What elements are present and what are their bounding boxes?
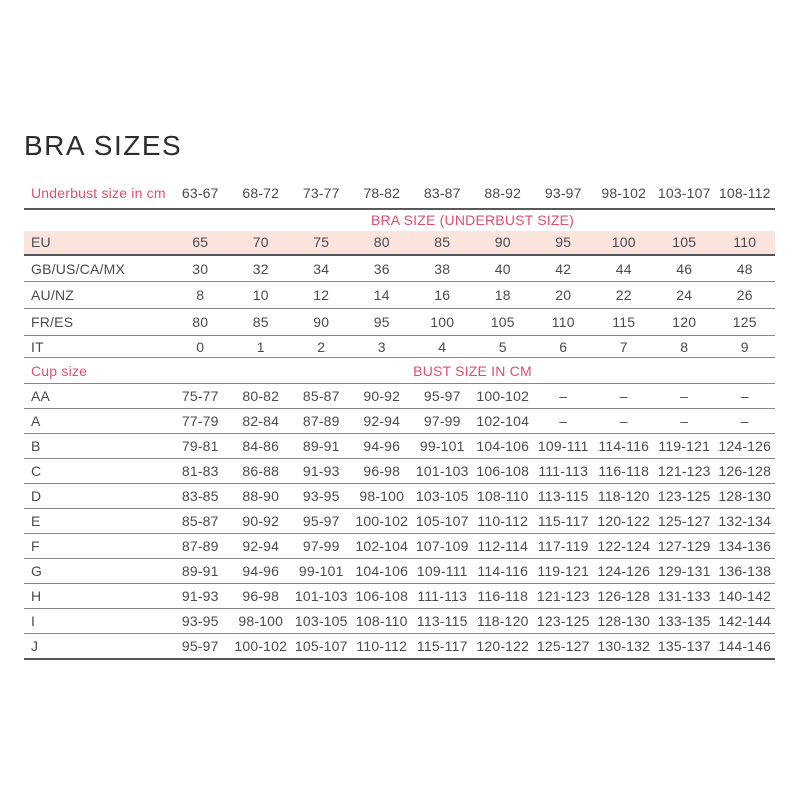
band-size-cell: 8 xyxy=(170,282,231,309)
cup-size-cell: 93-95 xyxy=(170,609,231,634)
cup-size-cell: 142-144 xyxy=(715,609,776,634)
cup-size-cell: 129-131 xyxy=(654,559,715,584)
cup-size-cell: – xyxy=(533,384,594,409)
band-size-cell: 85 xyxy=(412,231,473,255)
cup-size-cell: 124-126 xyxy=(715,434,776,459)
cup-size-cell: – xyxy=(715,384,776,409)
cup-size-cell: 94-96 xyxy=(231,559,292,584)
cup-size-row xyxy=(24,434,775,459)
band-section-title: BRA SIZE (UNDERBUST SIZE) xyxy=(370,212,575,229)
band-size-cell: 22 xyxy=(594,282,655,309)
cup-size-cell: 111-113 xyxy=(533,459,594,484)
band-size-cell: 125 xyxy=(715,309,776,336)
cup-size-cell: 106-108 xyxy=(352,584,413,609)
band-size-cell: 16 xyxy=(412,282,473,309)
cup-size-cell: 113-115 xyxy=(533,484,594,509)
cup-size-cell: 110-112 xyxy=(473,509,534,534)
band-size-row xyxy=(24,309,775,336)
cup-size-cell: 103-105 xyxy=(412,484,473,509)
cup-size-cell: 102-104 xyxy=(352,534,413,559)
cup-size-cell: 110-112 xyxy=(352,634,413,659)
band-row-label: EU xyxy=(24,231,170,255)
cup-size-cell: 100-102 xyxy=(473,384,534,409)
underbust-range-cell: 83-87 xyxy=(412,179,473,209)
cup-size-cell: 79-81 xyxy=(170,434,231,459)
cup-size-header-label: Cup size xyxy=(24,358,170,384)
cup-size-cell: – xyxy=(594,384,655,409)
cup-size-cell: 89-91 xyxy=(170,559,231,584)
underbust-range-cell: 78-82 xyxy=(352,179,413,209)
cup-size-cell: 115-117 xyxy=(533,509,594,534)
cup-size-cell: 109-111 xyxy=(412,559,473,584)
band-size-row xyxy=(24,282,775,309)
bra-size-table xyxy=(24,179,775,660)
cup-size-cell: 114-116 xyxy=(594,434,655,459)
cup-size-row xyxy=(24,609,775,634)
cup-size-row xyxy=(24,459,775,484)
cup-size-cell: 87-89 xyxy=(291,409,352,434)
band-size-cell: 105 xyxy=(473,309,534,336)
cup-size-cell: 121-123 xyxy=(533,584,594,609)
band-size-cell: 4 xyxy=(412,336,473,358)
cup-size-cell: 140-142 xyxy=(715,584,776,609)
cup-size-cell: 115-117 xyxy=(412,634,473,659)
cup-size-cell: 104-106 xyxy=(473,434,534,459)
cup-size-cell: 133-135 xyxy=(654,609,715,634)
cup-size-cell: 126-128 xyxy=(594,584,655,609)
cup-size-cell: 121-123 xyxy=(654,459,715,484)
cup-size-cell: – xyxy=(594,409,655,434)
band-size-cell: 40 xyxy=(473,255,534,282)
band-size-cell: 8 xyxy=(654,336,715,358)
cup-size-cell: 107-109 xyxy=(412,534,473,559)
band-size-cell: 20 xyxy=(533,282,594,309)
band-size-cell: 85 xyxy=(231,309,292,336)
cup-size-cell: 122-124 xyxy=(594,534,655,559)
cup-row-label: I xyxy=(24,609,170,634)
cup-size-cell: 100-102 xyxy=(231,634,292,659)
cup-size-cell: 123-125 xyxy=(654,484,715,509)
cup-size-cell: 83-85 xyxy=(170,484,231,509)
cup-row-label: B xyxy=(24,434,170,459)
cup-size-cell: 91-93 xyxy=(170,584,231,609)
cup-size-cell: 118-120 xyxy=(594,484,655,509)
cup-row-label: D xyxy=(24,484,170,509)
band-size-cell: 120 xyxy=(654,309,715,336)
cup-size-cell: 108-110 xyxy=(473,484,534,509)
cup-size-cell: 116-118 xyxy=(473,584,534,609)
band-size-cell: 5 xyxy=(473,336,534,358)
band-size-cell: 46 xyxy=(654,255,715,282)
cup-size-cell: 124-126 xyxy=(594,559,655,584)
underbust-header-label: Underbust size in cm xyxy=(24,179,170,209)
cup-size-cell: 75-77 xyxy=(170,384,231,409)
cup-row-label: J xyxy=(24,634,170,659)
band-size-cell: 38 xyxy=(412,255,473,282)
band-size-cell: 48 xyxy=(715,255,776,282)
cup-size-cell: 131-133 xyxy=(654,584,715,609)
cup-size-cell: 114-116 xyxy=(473,559,534,584)
band-size-row xyxy=(24,231,775,255)
cup-size-cell: 90-92 xyxy=(352,384,413,409)
cup-size-cell: 118-120 xyxy=(473,609,534,634)
band-size-cell: 10 xyxy=(231,282,292,309)
cup-row-label: A xyxy=(24,409,170,434)
band-size-cell: 0 xyxy=(170,336,231,358)
band-size-row xyxy=(24,336,775,358)
cup-size-row xyxy=(24,509,775,534)
band-size-cell: 34 xyxy=(291,255,352,282)
band-size-cell: 100 xyxy=(594,231,655,255)
cup-size-cell: 99-101 xyxy=(291,559,352,584)
band-size-cell: 1 xyxy=(231,336,292,358)
cup-size-cell: 81-83 xyxy=(170,459,231,484)
cup-size-cell: 93-95 xyxy=(291,484,352,509)
bust-section-title: BUST SIZE IN CM xyxy=(170,358,775,384)
cup-size-cell: 117-119 xyxy=(533,534,594,559)
cup-size-cell: 113-115 xyxy=(412,609,473,634)
cup-size-cell: 132-134 xyxy=(715,509,776,534)
band-size-cell: 36 xyxy=(352,255,413,282)
cup-size-cell: 134-136 xyxy=(715,534,776,559)
page-title: BRA SIZES xyxy=(24,130,183,161)
cup-size-cell: – xyxy=(654,384,715,409)
band-row-label: FR/ES xyxy=(24,309,170,336)
cup-size-cell: 106-108 xyxy=(473,459,534,484)
cup-size-cell: 101-103 xyxy=(412,459,473,484)
band-size-cell: 70 xyxy=(231,231,292,255)
band-size-cell: 26 xyxy=(715,282,776,309)
cup-header-row xyxy=(24,358,775,384)
cup-size-cell: 104-106 xyxy=(352,559,413,584)
cup-size-row xyxy=(24,484,775,509)
cup-size-cell: 85-87 xyxy=(170,509,231,534)
cup-size-cell: 109-111 xyxy=(533,434,594,459)
band-size-cell: 18 xyxy=(473,282,534,309)
cup-row-label: G xyxy=(24,559,170,584)
cup-size-cell: 85-87 xyxy=(291,384,352,409)
cup-size-cell: 123-125 xyxy=(533,609,594,634)
cup-size-cell: 128-130 xyxy=(594,609,655,634)
band-size-cell: 110 xyxy=(533,309,594,336)
cup-size-cell: – xyxy=(654,409,715,434)
cup-size-cell: 98-100 xyxy=(352,484,413,509)
band-size-cell: 105 xyxy=(654,231,715,255)
cup-size-row xyxy=(24,409,775,434)
cup-size-cell: 82-84 xyxy=(231,409,292,434)
cup-size-cell: 99-101 xyxy=(412,434,473,459)
cup-size-cell: 84-86 xyxy=(231,434,292,459)
cup-size-cell: 128-130 xyxy=(715,484,776,509)
cup-size-cell: 94-96 xyxy=(352,434,413,459)
band-size-cell: 65 xyxy=(170,231,231,255)
band-size-cell: 80 xyxy=(170,309,231,336)
cup-size-cell: 80-82 xyxy=(231,384,292,409)
cup-row-label: F xyxy=(24,534,170,559)
cup-size-cell: 127-129 xyxy=(654,534,715,559)
cup-size-cell: 91-93 xyxy=(291,459,352,484)
cup-size-row xyxy=(24,384,775,409)
band-row-label: GB/US/CA/MX xyxy=(24,255,170,282)
cup-size-cell: 120-122 xyxy=(473,634,534,659)
band-size-cell: 12 xyxy=(291,282,352,309)
band-size-cell: 75 xyxy=(291,231,352,255)
cup-size-cell: 96-98 xyxy=(352,459,413,484)
band-size-cell: 110 xyxy=(715,231,776,255)
cup-size-cell: 144-146 xyxy=(715,634,776,659)
cup-size-cell: 105-107 xyxy=(412,509,473,534)
cup-size-row xyxy=(24,634,775,659)
cup-size-row xyxy=(24,559,775,584)
cup-size-cell: 111-113 xyxy=(412,584,473,609)
cup-size-cell: 96-98 xyxy=(231,584,292,609)
band-size-cell: 115 xyxy=(594,309,655,336)
cup-size-cell: – xyxy=(715,409,776,434)
cup-size-cell: 97-99 xyxy=(291,534,352,559)
band-size-cell: 90 xyxy=(291,309,352,336)
underbust-range-cell: 63-67 xyxy=(170,179,231,209)
cup-size-cell: 135-137 xyxy=(654,634,715,659)
cup-size-cell: 89-91 xyxy=(291,434,352,459)
band-size-cell: 80 xyxy=(352,231,413,255)
cup-size-row xyxy=(24,534,775,559)
cup-size-cell: 92-94 xyxy=(231,534,292,559)
cup-row-label: C xyxy=(24,459,170,484)
cup-size-cell: 100-102 xyxy=(352,509,413,534)
band-size-cell: 95 xyxy=(352,309,413,336)
cup-size-cell: 116-118 xyxy=(594,459,655,484)
band-size-cell: 90 xyxy=(473,231,534,255)
cup-size-cell: 103-105 xyxy=(291,609,352,634)
band-size-cell: 95 xyxy=(533,231,594,255)
cup-size-cell: 95-97 xyxy=(291,509,352,534)
band-section-title-row xyxy=(24,209,775,231)
cup-size-cell: 136-138 xyxy=(715,559,776,584)
cup-size-cell: 77-79 xyxy=(170,409,231,434)
band-size-row xyxy=(24,255,775,282)
size-table-body xyxy=(24,179,775,659)
band-size-cell: 44 xyxy=(594,255,655,282)
empty-cell xyxy=(24,209,170,231)
underbust-range-cell: 88-92 xyxy=(473,179,534,209)
cup-size-cell: 105-107 xyxy=(291,634,352,659)
cup-size-cell: 102-104 xyxy=(473,409,534,434)
band-row-label: IT xyxy=(24,336,170,358)
band-size-cell: 3 xyxy=(352,336,413,358)
band-size-cell: 6 xyxy=(533,336,594,358)
cup-size-cell: 88-90 xyxy=(231,484,292,509)
cup-size-cell: 90-92 xyxy=(231,509,292,534)
cup-size-cell: 119-121 xyxy=(654,434,715,459)
cup-row-label: AA xyxy=(24,384,170,409)
cup-size-cell: 120-122 xyxy=(594,509,655,534)
underbust-range-cell: 93-97 xyxy=(533,179,594,209)
cup-size-row xyxy=(24,584,775,609)
underbust-range-cell: 68-72 xyxy=(231,179,292,209)
band-size-cell: 42 xyxy=(533,255,594,282)
underbust-range-cell: 73-77 xyxy=(291,179,352,209)
cup-size-cell: – xyxy=(533,409,594,434)
band-size-cell: 30 xyxy=(170,255,231,282)
band-size-cell: 7 xyxy=(594,336,655,358)
cup-size-cell: 126-128 xyxy=(715,459,776,484)
underbust-header-row xyxy=(24,179,775,209)
underbust-range-cell: 98-102 xyxy=(594,179,655,209)
cup-size-cell: 125-127 xyxy=(533,634,594,659)
cup-size-cell: 119-121 xyxy=(533,559,594,584)
cup-size-cell: 98-100 xyxy=(231,609,292,634)
cup-size-cell: 101-103 xyxy=(291,584,352,609)
cup-size-cell: 97-99 xyxy=(412,409,473,434)
band-size-cell: 14 xyxy=(352,282,413,309)
cup-size-cell: 108-110 xyxy=(352,609,413,634)
band-size-cell: 32 xyxy=(231,255,292,282)
cup-size-cell: 112-114 xyxy=(473,534,534,559)
band-size-cell: 9 xyxy=(715,336,776,358)
underbust-range-cell: 108-112 xyxy=(715,179,776,209)
cup-size-cell: 125-127 xyxy=(654,509,715,534)
band-size-cell: 100 xyxy=(412,309,473,336)
cup-size-cell: 95-97 xyxy=(412,384,473,409)
band-row-label: AU/NZ xyxy=(24,282,170,309)
cup-size-cell: 92-94 xyxy=(352,409,413,434)
band-size-cell: 24 xyxy=(654,282,715,309)
cup-size-cell: 87-89 xyxy=(170,534,231,559)
cup-row-label: E xyxy=(24,509,170,534)
cup-row-label: H xyxy=(24,584,170,609)
underbust-range-cell: 103-107 xyxy=(654,179,715,209)
cup-size-cell: 86-88 xyxy=(231,459,292,484)
band-size-cell: 2 xyxy=(291,336,352,358)
cup-size-cell: 130-132 xyxy=(594,634,655,659)
cup-size-cell: 95-97 xyxy=(170,634,231,659)
